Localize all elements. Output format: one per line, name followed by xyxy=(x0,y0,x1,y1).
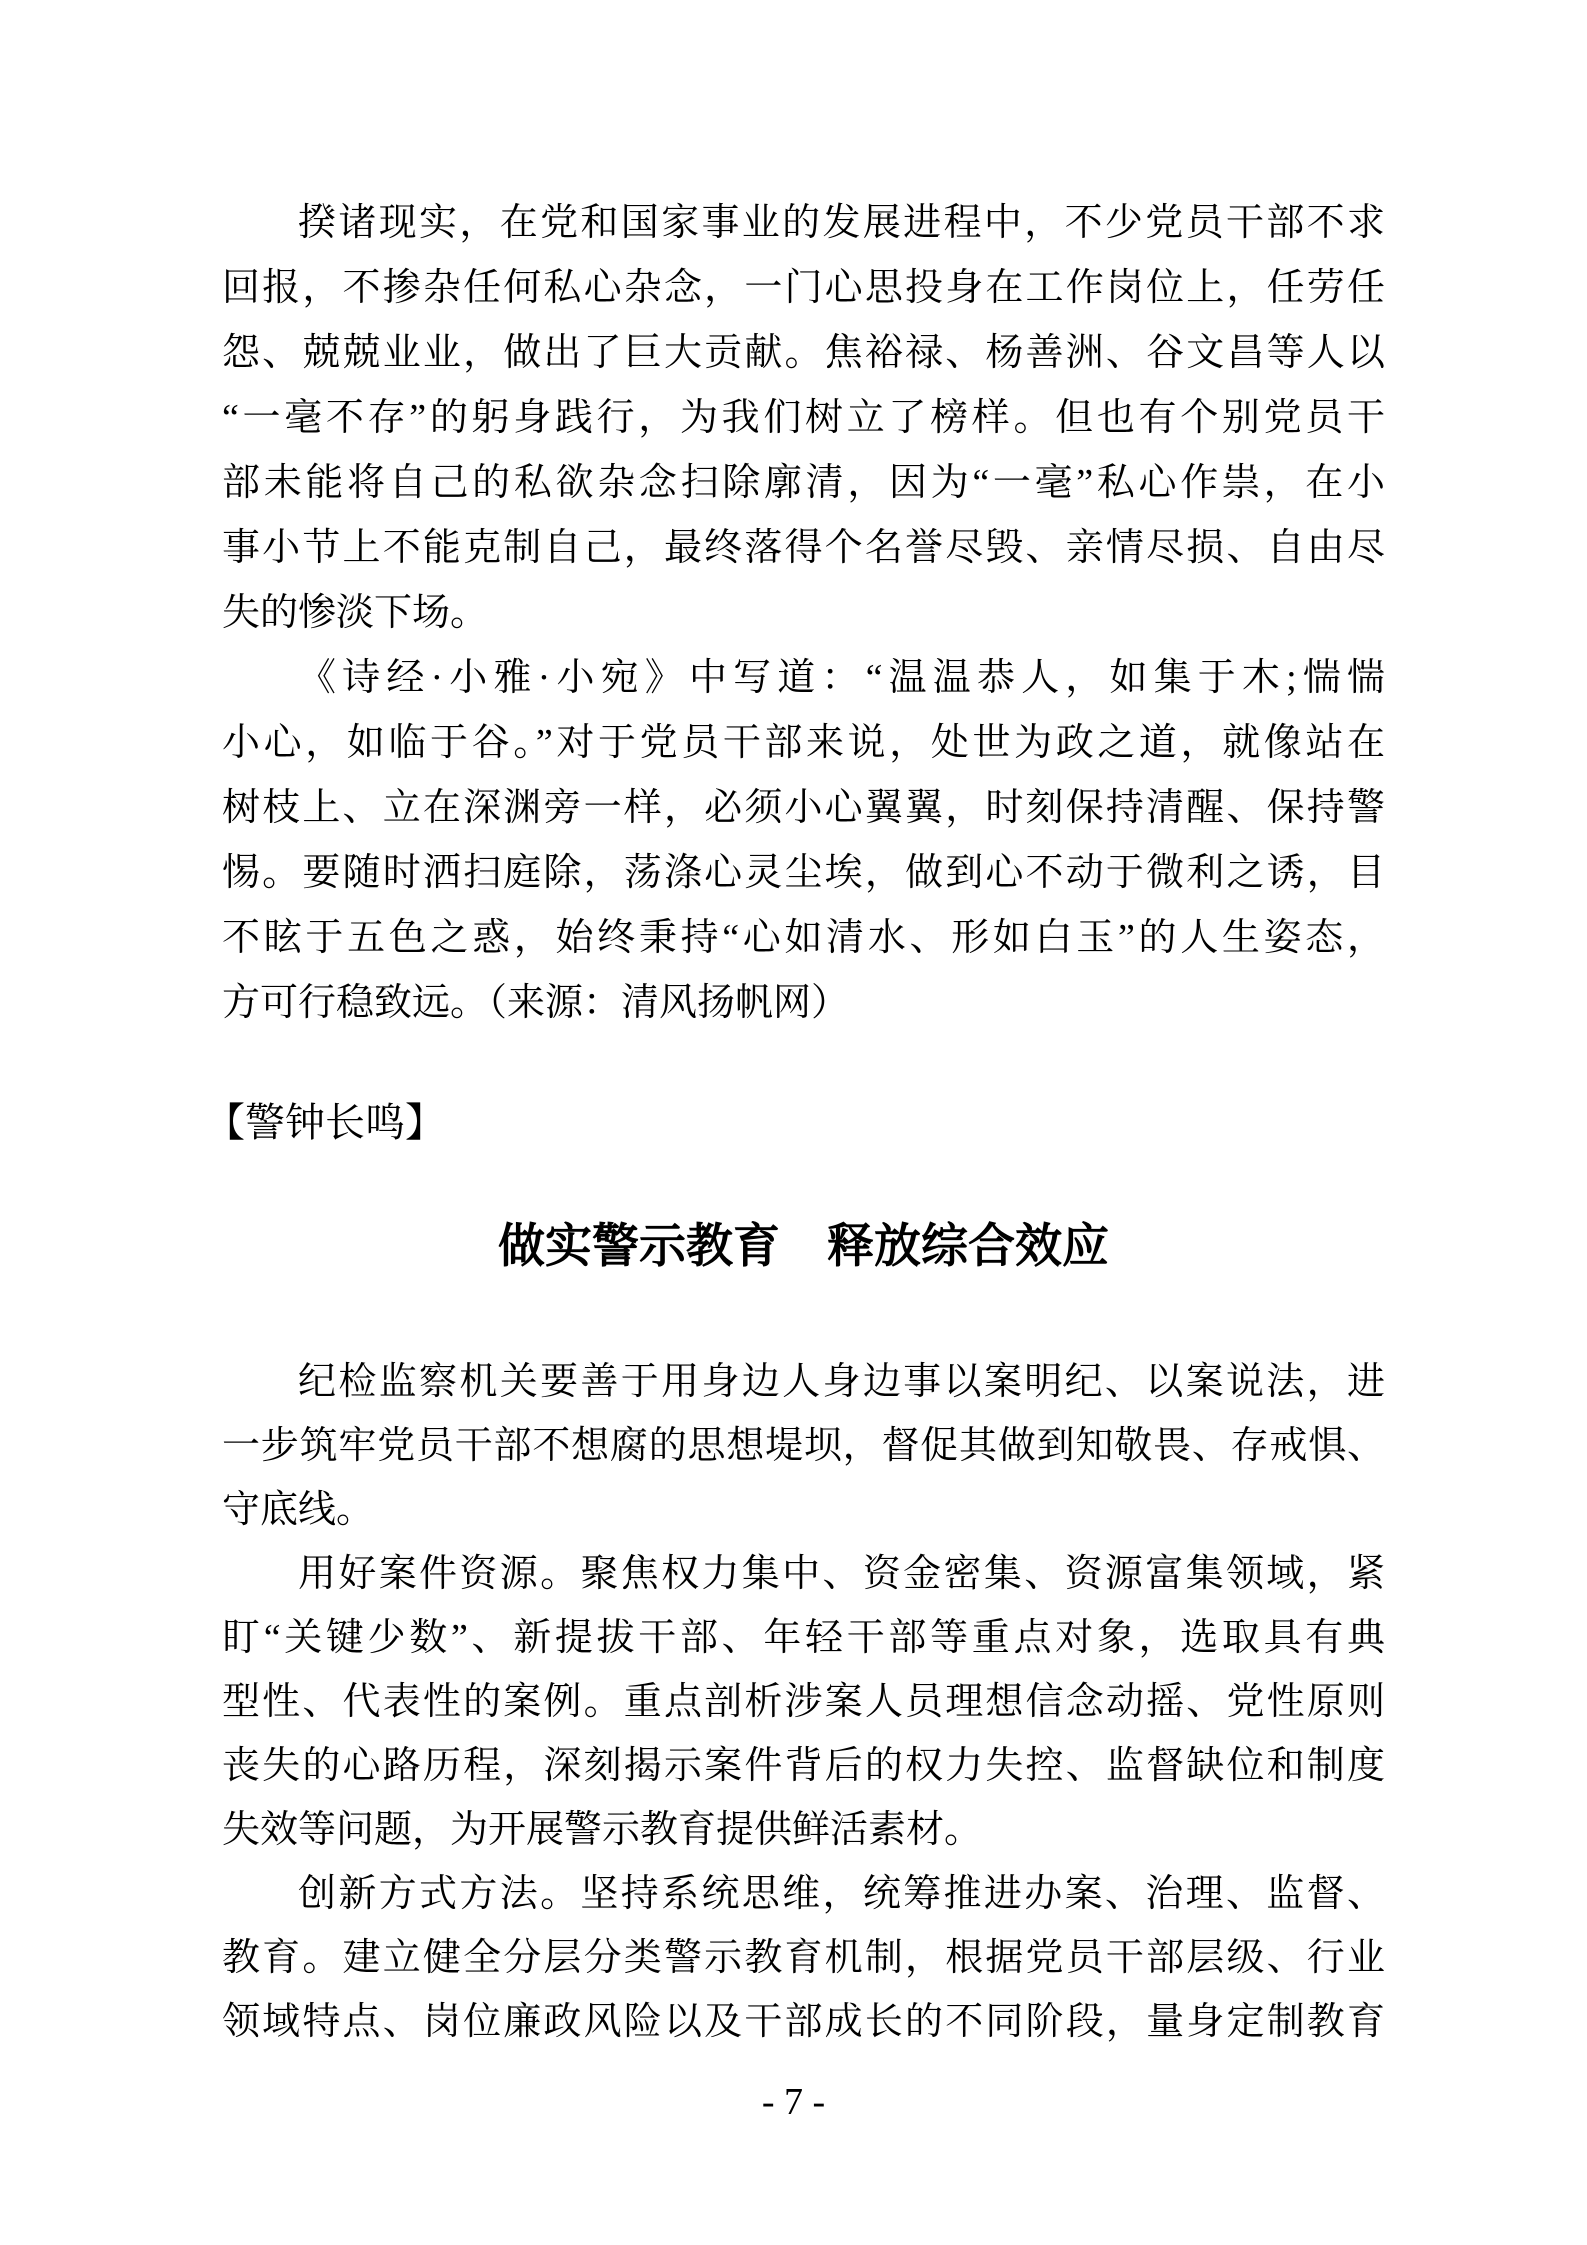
section-header: 【警钟长鸣】 xyxy=(205,1100,445,1145)
text-line: 树枝上、立在深渊旁一样，必须小心翼翼，时刻保持清醒、保持警 xyxy=(222,787,1385,829)
text-line: 教育。建立健全分层分类警示教育机制，根据党员干部层级、行业 xyxy=(222,1937,1385,1979)
text-line: 惕。要随时洒扫庭除，荡涤心灵尘埃，做到心不动于微利之诱，目 xyxy=(222,852,1385,894)
paragraph-3 xyxy=(222,1350,1385,1542)
text-line: 一步筑牢党员干部不想腐的思想堤坝，督促其做到知敬畏、存戒惧、 xyxy=(222,1425,1385,1467)
text-line: 失的惨淡下场。 xyxy=(222,592,489,634)
text-line: 丧失的心路历程，深刻揭示案件背后的权力失控、监督缺位和制度 xyxy=(222,1745,1385,1787)
document-body-lower xyxy=(222,1350,1385,2054)
text-line: 小心，如临于谷。”对于党员干部来说，处世为政之道，就像站在 xyxy=(222,722,1385,764)
text-line: 型性、代表性的案例。重点剖析涉案人员理想信念动摇、党性原则 xyxy=(222,1681,1385,1723)
text-line: 方可行稳致远。（来源：清风扬帆网） xyxy=(222,982,850,1024)
text-line: 事小节上不能克制自己，最终落得个名誉尽毁、亲情尽损、自由尽 xyxy=(222,527,1385,569)
article-title: 做实警示教育 释放综合效应 xyxy=(498,1221,1109,1273)
text-line: 不眩于五色之惑，始终秉持“心如清水、形如白玉”的人生姿态， xyxy=(222,917,1385,959)
text-line: 回报，不掺杂任何私心杂念，一门心思投身在工作岗位上，任劳任 xyxy=(222,267,1385,309)
paragraph-2 xyxy=(222,646,1385,1036)
text-line: 守底线。 xyxy=(222,1489,375,1531)
text-line: 纪检监察机关要善于用身边人身边事以案明纪、以案说法，进 xyxy=(298,1361,1385,1403)
text-line: 领域特点、岗位廉政风险以及干部成长的不同阶段，量身定制教育 xyxy=(222,2001,1385,2043)
paragraph-4 xyxy=(222,1542,1385,1862)
page-number: - 7 - xyxy=(761,2081,826,2123)
text-line: 《诗经·小雅·小宛》中写道：“温温恭人，如集于木;惴惴 xyxy=(298,657,1385,699)
text-line: 失效等问题，为开展警示教育提供鲜活素材。 xyxy=(222,1809,983,1851)
paragraph-1 xyxy=(222,191,1385,646)
text-line: 部未能将自己的私欲杂念扫除廓清，因为“一毫”私心作祟，在小 xyxy=(222,462,1385,504)
text-line: 揆诸现实，在党和国家事业的发展进程中，不少党员干部不求 xyxy=(298,202,1385,244)
text-line: 用好案件资源。聚焦权力集中、资金密集、资源富集领域，紧 xyxy=(298,1553,1385,1595)
document-body-upper xyxy=(222,191,1385,1036)
text-line: “一毫不存”的躬身践行，为我们树立了榜样。但也有个别党员干 xyxy=(222,397,1385,439)
text-line: 怨、兢兢业业，做出了巨大贡献。焦裕禄、杨善洲、谷文昌等人以 xyxy=(222,332,1385,374)
paragraph-5 xyxy=(222,1862,1385,2054)
text-line: 创新方式方法。坚持系统思维，统筹推进办案、治理、监督、 xyxy=(298,1873,1385,1915)
text-line: 盯“关键少数”、新提拔干部、年轻干部等重点对象，选取具有典 xyxy=(222,1617,1385,1659)
